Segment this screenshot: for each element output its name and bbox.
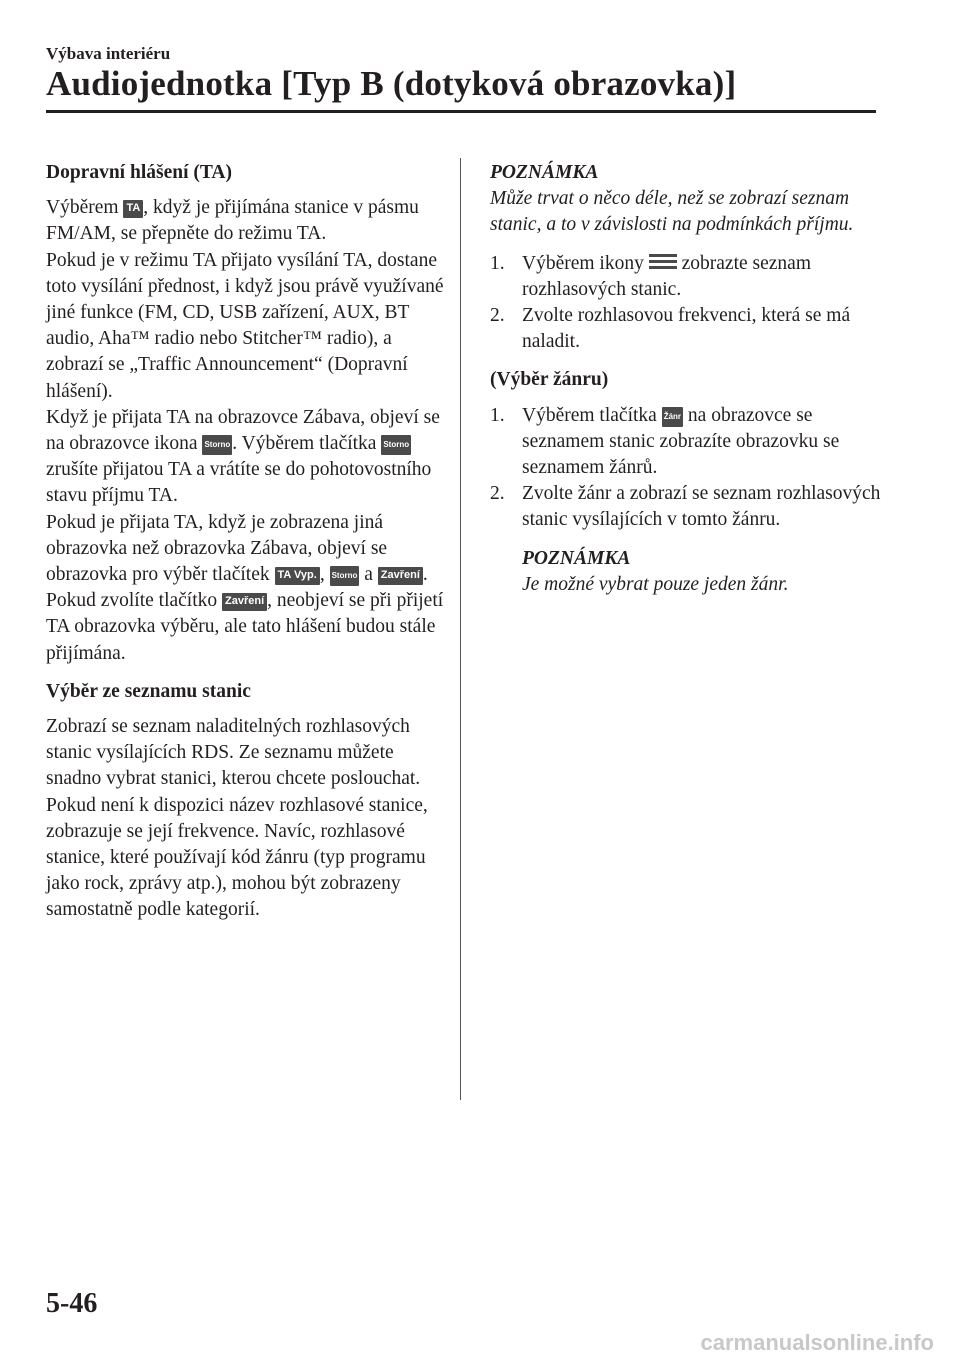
genre-steps [490, 403, 890, 534]
ta-paragraph-2: Pokud je v režimu TA přijato vysílání TA, dostane toto vysílání přednost, i když jsou právě využívané jiné funkce (FM, CD, USB zařízení, AUX, BT audio, Aha™ radio nebo Stitcher™ radio), a zobrazí se „Traffic Announcement“ (Dopravní hlášení). [46, 249, 444, 402]
station-list-heading: Výběr ze seznamu stanic [46, 680, 251, 702]
column-divider [460, 158, 461, 1100]
zavreni-button-icon: Zavření [222, 593, 267, 611]
ta-vyp-button-icon: TA Vyp. [275, 567, 320, 585]
page-number: 5-46 [46, 1288, 98, 1319]
note-title: POZNÁMKA [490, 162, 599, 183]
ta-heading: Dopravní hlášení (TA) [46, 162, 232, 183]
page-title: Audiojednotka [Typ B (dotyková obrazovka)] [46, 64, 737, 103]
list-item: 1. Výběrem ikony zobrazte seznam rozhlasových stanic. [490, 252, 811, 300]
storno-button-icon: Storno [202, 435, 232, 455]
list-item: 1. Výběrem tlačítka Žánr na obrazovce se seznamem stanic zobrazíte obrazovku se seznamem žánrů. [490, 404, 840, 479]
storno-button-icon: Storno [330, 566, 360, 586]
zavreni-button-icon: Zavření [378, 567, 423, 585]
ta-button-icon: TA [123, 200, 143, 218]
station-list-steps [490, 251, 890, 356]
station-list-paragraph: Zobrazí se seznam naladitelných rozhlasových stanic vysílajících RDS. Ze seznamu můžete snadno vybrat stanici, kterou chcete poslouchat. Pokud není k dispozici název rozhlasové stanice, zobrazuje se její frekvence. Navíc, rozhlasové stanice, které používají kód žánru (typ programu jako rock, zprávy atp.), mohou být zobrazeny samostatně podle kategorií. [46, 716, 428, 921]
watermark: carmanualsonline.info [700, 1330, 934, 1355]
list-item: 2. Zvolte rozhlasovou frekvenci, která se má naladit. [490, 305, 851, 353]
zanr-button-icon: Žánr [662, 407, 683, 427]
genre-heading: (Výběr žánru) [490, 369, 609, 391]
list-item: 2. Zvolte žánr a zobrazí se seznam rozhlasových stanic vysílajících v tomto žánru. [490, 483, 881, 531]
ta-paragraph-1: Výběrem TA , když je přijímána stanice v pásmu FM/AM, se přepněte do režimu TA. [46, 197, 419, 245]
ta-paragraph-3: Když je přijata TA na obrazovce Zábava, objeví se na obrazovce ikona Storno . Výběrem tlačítka Storno zrušíte přijatou TA a vrátíte se do pohotovostního stavu příjmu TA. [46, 406, 440, 507]
right-column [490, 160, 890, 598]
ta-paragraph-4: Pokud je přijata TA, když je zobrazena jiná obrazovka než obrazovka Zábava, objeví se obrazovka pro výběr tlačítek TA Vyp. , Storno a Zavření . Pokud zvolíte tlačítko Zavření , neobjeví se při přijetí TA obrazovka výběru, ale tato hlášení budou stále přijímána. [46, 511, 444, 664]
storno-button-icon: Storno [381, 435, 411, 455]
left-column [46, 160, 446, 924]
title-rule [46, 110, 876, 113]
section-label: Výbava interiéru [46, 44, 171, 63]
note-text: Je možné vybrat pouze jeden žánr. [522, 573, 789, 595]
list-icon [649, 253, 677, 271]
note-text: Může trvat o něco déle, než se zobrazí seznam stanic, a to v závislosti na podmínkách příjmu. [490, 188, 854, 236]
note-title: POZNÁMKA [522, 547, 631, 569]
